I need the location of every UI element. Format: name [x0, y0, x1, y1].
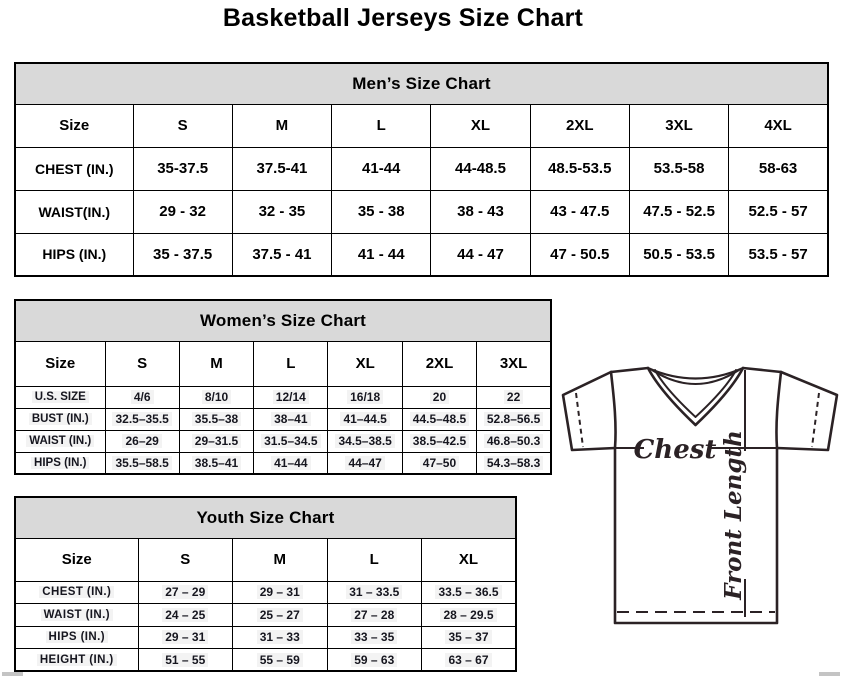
- size-cell: 33.5 – 36.5: [422, 581, 517, 604]
- col-header: 2XL: [530, 104, 629, 147]
- womens-column-header-row: [15, 341, 551, 386]
- size-cell: 28 – 29.5: [422, 604, 517, 627]
- size-cell: 38.5–41: [179, 452, 253, 474]
- size-cell: 35.5–58.5: [105, 452, 179, 474]
- size-cell: 53.5 - 57: [729, 233, 828, 276]
- size-cell: 20: [402, 386, 476, 408]
- size-cell: 41 - 44: [332, 233, 431, 276]
- size-cell: 16/18: [328, 386, 402, 408]
- size-cell: 29 – 31: [138, 626, 233, 649]
- row-label: BUST (IN.): [15, 408, 105, 430]
- size-cell: 51 – 55: [138, 649, 233, 672]
- row-label: HIPS (IN.): [15, 626, 138, 649]
- table-row: [15, 649, 516, 672]
- size-cell: 43 - 47.5: [530, 190, 629, 233]
- size-cell: 44.5–48.5: [402, 408, 476, 430]
- youth-size-table: [14, 496, 517, 672]
- jersey-outline: [563, 368, 837, 623]
- size-cell: 27 – 28: [327, 604, 422, 627]
- size-cell: 33 – 35: [327, 626, 422, 649]
- size-cell: 32 - 35: [232, 190, 331, 233]
- size-cell: 32.5–35.5: [105, 408, 179, 430]
- size-cell: 46.8–50.3: [477, 430, 551, 452]
- youth-table-title: Youth Size Chart: [15, 497, 516, 538]
- size-cell: 38.5–42.5: [402, 430, 476, 452]
- col-header: 4XL: [729, 104, 828, 147]
- size-cell: 47 - 50.5: [530, 233, 629, 276]
- size-cell: 37.5-41: [232, 147, 331, 190]
- table-row: [15, 147, 828, 190]
- sleeve-dash-right: [812, 393, 819, 447]
- size-cell: 53.5-58: [629, 147, 728, 190]
- mens-table-title: Men’s Size Chart: [15, 63, 828, 104]
- size-cell: 58-63: [729, 147, 828, 190]
- col-header: M: [233, 538, 328, 581]
- scrollbar-fragment-right[interactable]: [819, 672, 840, 676]
- col-header: L: [327, 538, 422, 581]
- size-cell: 31.5–34.5: [254, 430, 328, 452]
- col-header: 2XL: [402, 341, 476, 386]
- col-header: L: [332, 104, 431, 147]
- size-cell: 35 - 38: [332, 190, 431, 233]
- size-cell: 29 - 32: [133, 190, 232, 233]
- youth-size-chart-section: [14, 496, 517, 672]
- size-cell: 52.5 - 57: [729, 190, 828, 233]
- mens-size-table: [14, 62, 829, 277]
- womens-size-table: [14, 299, 552, 475]
- row-label: CHEST (IN.): [15, 147, 133, 190]
- row-label: CHEST (IN.): [15, 581, 138, 604]
- row-label: HIPS (IN.): [15, 233, 133, 276]
- col-header: M: [179, 341, 253, 386]
- size-cell: 31 – 33.5: [327, 581, 422, 604]
- size-cell: 38–41: [254, 408, 328, 430]
- womens-table-title: Women’s Size Chart: [15, 300, 551, 341]
- size-cell: 47.5 - 52.5: [629, 190, 728, 233]
- table-row: [15, 190, 828, 233]
- col-header: S: [105, 341, 179, 386]
- size-cell: 31 – 33: [233, 626, 328, 649]
- scrollbar-fragment-left[interactable]: [2, 672, 23, 676]
- col-header: XL: [328, 341, 402, 386]
- size-cell: 35-37.5: [133, 147, 232, 190]
- size-cell: 44-48.5: [431, 147, 530, 190]
- size-cell: 48.5-53.5: [530, 147, 629, 190]
- size-cell: 41–44.5: [328, 408, 402, 430]
- size-cell: 59 – 63: [327, 649, 422, 672]
- size-cell: 34.5–38.5: [328, 430, 402, 452]
- size-cell: 4/6: [105, 386, 179, 408]
- size-cell: 26–29: [105, 430, 179, 452]
- table-title-row: [15, 63, 828, 104]
- size-cell: 38 - 43: [431, 190, 530, 233]
- size-cell: 47–50: [402, 452, 476, 474]
- table-row: [15, 626, 516, 649]
- row-label: WAIST (IN.): [15, 604, 138, 627]
- table-row: [15, 430, 551, 452]
- table-title-row: [15, 300, 551, 341]
- size-cell: 27 – 29: [138, 581, 233, 604]
- size-cell: 41–44: [254, 452, 328, 474]
- col-header: S: [133, 104, 232, 147]
- youth-column-header-row: [15, 538, 516, 581]
- chest-label: Chest: [633, 435, 717, 465]
- page-title: Basketball Jerseys Size Chart: [222, 4, 584, 32]
- size-cell: 44–47: [328, 452, 402, 474]
- row-label: HIPS (IN.): [15, 452, 105, 474]
- size-cell: 41-44: [332, 147, 431, 190]
- table-row: [15, 408, 551, 430]
- size-cell: 35.5–38: [179, 408, 253, 430]
- table-row: [15, 581, 516, 604]
- sleeve-dash-left: [576, 393, 583, 447]
- size-cell: 35 – 37: [422, 626, 517, 649]
- size-cell: 22: [477, 386, 551, 408]
- jersey-diagram: [558, 363, 842, 627]
- size-cell: 29 – 31: [233, 581, 328, 604]
- size-cell: 63 – 67: [422, 649, 517, 672]
- col-header: XL: [422, 538, 517, 581]
- size-cell: 8/10: [179, 386, 253, 408]
- col-header: XL: [431, 104, 530, 147]
- size-cell: 55 – 59: [233, 649, 328, 672]
- mens-column-header-row: [15, 104, 828, 147]
- size-cell: 52.8–56.5: [477, 408, 551, 430]
- col-header: M: [232, 104, 331, 147]
- table-title-row: [15, 497, 516, 538]
- size-cell: 44 - 47: [431, 233, 530, 276]
- size-cell: 29–31.5: [179, 430, 253, 452]
- row-label: WAIST (IN.): [15, 430, 105, 452]
- womens-size-chart-section: [14, 299, 552, 475]
- size-cell: 35 - 37.5: [133, 233, 232, 276]
- row-label: HEIGHT (IN.): [15, 649, 138, 672]
- size-cell: 25 – 27: [233, 604, 328, 627]
- col-header: 3XL: [477, 341, 551, 386]
- row-label: U.S. SIZE: [15, 386, 105, 408]
- col-header: Size: [15, 538, 138, 581]
- col-header: Size: [15, 341, 105, 386]
- size-cell: 24 – 25: [138, 604, 233, 627]
- col-header: 3XL: [629, 104, 728, 147]
- table-row: [15, 604, 516, 627]
- row-label: WAIST(IN.): [15, 190, 133, 233]
- front-length-label: Front Length: [720, 430, 747, 600]
- measurement-lines: [576, 370, 819, 617]
- col-header: Size: [15, 104, 133, 147]
- size-cell: 37.5 - 41: [232, 233, 331, 276]
- size-cell: 50.5 - 53.5: [629, 233, 728, 276]
- table-row: [15, 452, 551, 474]
- mens-size-chart-section: [14, 62, 829, 277]
- size-cell: 12/14: [254, 386, 328, 408]
- col-header: L: [254, 341, 328, 386]
- table-row: [15, 233, 828, 276]
- col-header: S: [138, 538, 233, 581]
- size-cell: 54.3–58.3: [477, 452, 551, 474]
- table-row: [15, 386, 551, 408]
